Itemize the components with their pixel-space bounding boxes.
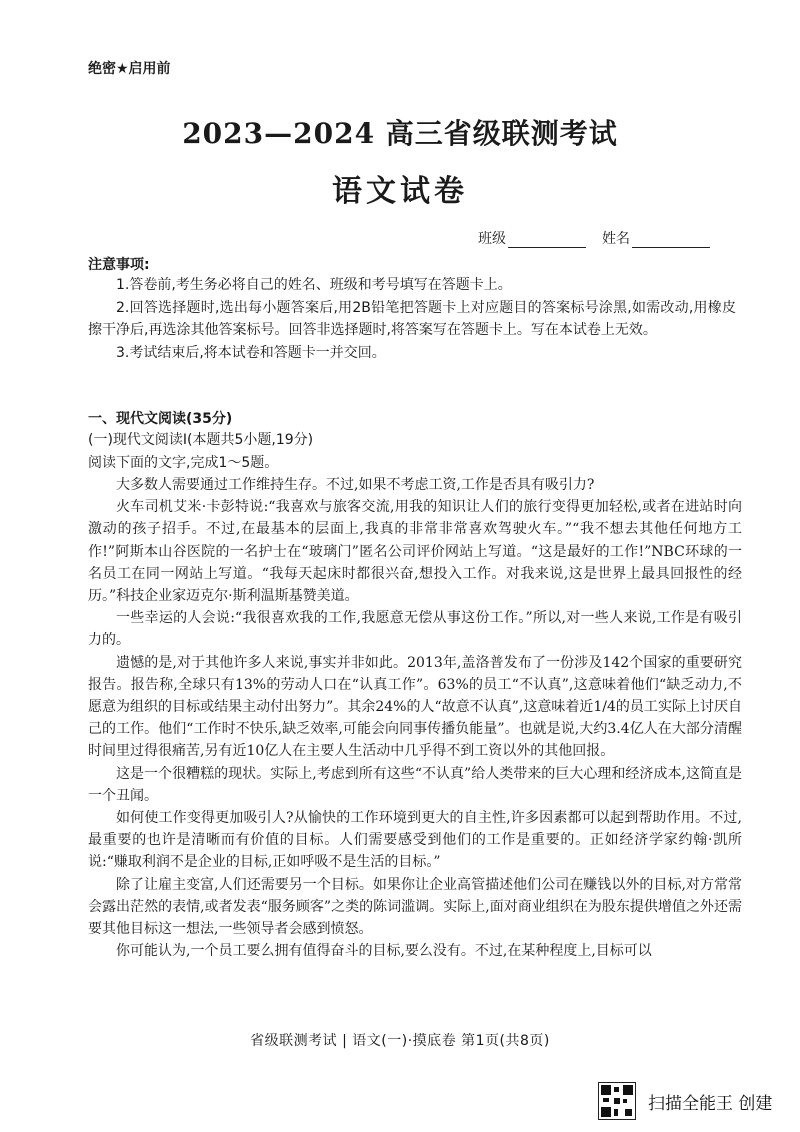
qr-code-icon: [598, 1082, 636, 1120]
class-label: 班级: [478, 231, 506, 247]
scanner-label: 扫描全能王 创建: [648, 1093, 773, 1114]
exam-title: 2023—2024 高三省级联测考试: [182, 117, 618, 150]
passage-paragraph: 除了让雇主变富,人们还需要另一个目标。如果你让企业高管描述他们公司在赚钱以外的目标,对方常常会露出茫然的表情,或者发表“服务顾客”之类的陈词滥调。实际上,面对商业组织在为股东提供增值之外还需要其他目标这一想法,一些领导者会感到愤怒。: [88, 876, 742, 938]
section-heading: 一、现代文阅读(35分): [88, 411, 233, 427]
notes-list: [88, 274, 736, 364]
passage-paragraph: 如何使工作变得更加吸引人?从愉快的工作环境到更大的自主性,许多因素都可以起到帮助作用。不过,最重要的也许是清晰而有价值的目标。人们需要感受到他们的工作是重要的。正如经济学家约翰·凯所说:“赚取利润不是企业的目标,正如呼吸不是生活的目标。”: [88, 810, 742, 871]
secret-label: 绝密★启用前: [88, 61, 171, 77]
passage-paragraph: 这是一个很糟糕的现状。实际上,考虑到所有这些“不认真”给人类带来的巨大心理和经济成本,这简直是一个丑闻。: [88, 765, 742, 804]
passage-paragraph: 你可能认为,一个员工要么拥有值得奋斗的目标,要么没有。不过,在某种程度上,目标可以: [116, 943, 652, 960]
exam-subtitle: 语文试卷: [332, 174, 468, 209]
passage-paragraph: 大多数人需要通过工作维持生存。不过,如果不考虑工资,工作是否具有吸引力?: [116, 477, 595, 493]
passage-paragraph: 火车司机艾米·卡彭特说:“我喜欢与旅客交流,用我的知识让人们的旅行变得更加轻松,或者在进站时向激动的孩子招手。不过,在最基本的层面上,我真的非常非常喜欢驾驶火车。”“我不想去其他任何地方工作!”阿斯本山谷医院的一名护士在“玻璃门”匿名公司评价网站上写道。“这是最好的工作!”NBC环球的一名员工在同一网站上写道。“我每天起床时都很兴奋,想投入工作。对我来说,这是世界上最具回报性的经历。”科技企业家迈克尔·斯利温斯基赞美道。: [88, 499, 742, 605]
note-item: 1.答卷前,考生务必将自己的姓名、班级和考号填写在答题卡上。: [116, 277, 512, 293]
passage-paragraph: 遗憾的是,对于其他许多人来说,事实并非如此。2013年,盖洛普发布了一份涉及142个国家的重要研究报告。报告称,全球只有13%的劳动人口在“认真工作”。63%的员工“不认真”,这意味着他们“缺乏动力,不愿意为组织的目标或结果主动付出努力”。其余24%的人“故意不认真”,这意味着近1/4的员工实际上讨厌自己的工作。他们“工作时不快乐,缺乏效率,可能会向同事传播负能量”。也就是说,大约3.4亿人在大部分清醒时间里过得很痛苦,另有近10亿人在主要人生活动中几乎得不到工资以外的其他回报。: [88, 654, 742, 760]
section-instruction: 阅读下面的文字,完成1～5题。: [88, 455, 279, 471]
notes-heading: 注意事项:: [88, 257, 150, 273]
scanner-watermark: [598, 1082, 772, 1120]
note-item: 2.回答选择题时,选出每小题答案后,用2B铅笔把答题卡上对应题目的答案标号涂黑,如需改动,用橡皮擦干净后,再选涂其他答案标号。回答非选择题时,将答案写在答题卡上。写在本试卷上无效。: [88, 299, 736, 338]
name-label: 姓名: [602, 231, 630, 247]
reading-passage: [88, 474, 742, 962]
passage-paragraph: 一些幸运的人会说:“我很喜欢我的工作,我愿意无偿从事这份工作。”所以,对一些人来说,工作是有吸引力的。: [88, 610, 742, 649]
page-footer: 省级联测考试 | 语文(一)·摸底卷 第1页(共8页): [250, 1033, 550, 1049]
class-blank: [508, 233, 586, 248]
name-blank: [632, 233, 710, 248]
section-subheading: (一)现代文阅读Ⅰ(本题共5小题,19分): [88, 432, 314, 448]
note-item: 3.考试结束后,将本试卷和答题卡一并交回。: [116, 344, 386, 361]
class-name-line: [478, 228, 710, 248]
